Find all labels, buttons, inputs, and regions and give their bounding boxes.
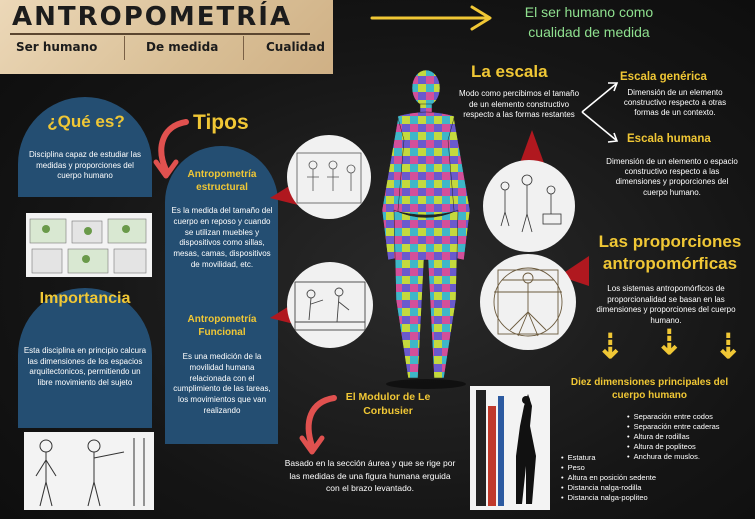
funcional-text: Es una medición de la movilidad humana relacionada con el cumplimiento de las tareas, los movimientos que van realizando [173, 352, 271, 415]
divider [243, 36, 244, 60]
arrow-down-icon: ⇣ [655, 324, 684, 362]
modulor-title: El Modulor de Le Corbusier [345, 391, 431, 417]
escala-text: Modo como percibimos el tamaño de un elemento constructivo respecto a las formas restantes [458, 89, 580, 119]
tipos-title: Tipos [193, 111, 249, 134]
modulor-text: Basado en la sección áurea y que se rige por las medidas de una figura humana erguida con el brazo levantado. [284, 458, 456, 493]
importancia-text: Esta disciplina en principio calcura las dimensiones de los espacios arquitectonicos, permitiendo un libre movimiento del sujeto [23, 346, 147, 387]
importancia-title: Importancia [39, 290, 131, 307]
subtitle-ser-humano: Ser humano [16, 40, 98, 54]
list-item: • Distancia nalga-rodilla [561, 483, 681, 493]
arrow-down-icon: ⇣ [714, 328, 743, 366]
list-item: • Peso [561, 463, 681, 473]
dimensiones-list-left [561, 453, 681, 503]
proporciones-title: Las proporciones antropomórficas [598, 232, 742, 273]
escala-humana-text: Dimensión de un elemento o espacio constructivo respecto a las dimensiones y proporciones del cuerpo humano. [606, 157, 738, 197]
list-item: • Altura de popliteos [627, 442, 751, 452]
proporciones-text: Los sistemas antropomórficos de proporcionalidad se basan en las dimensiones y proporciones del cuerpo humano. [596, 284, 736, 325]
estructural-title: Antropometría estructural [187, 169, 257, 193]
subtitle-cualidad: Cualidad [266, 40, 325, 54]
vitruvian-man-image [480, 254, 576, 350]
dimensiones-title: Diez dimensiones principales del cuerpo humano [570, 377, 729, 401]
que-es-text: Disciplina capaz de estudiar las medidas y proporciones del cuerpo humano [28, 150, 142, 180]
escala-humana-title: Escala humana [627, 133, 711, 145]
list-item: • Estatura [561, 453, 681, 463]
subtitle-de-medida: De medida [146, 40, 219, 54]
divider [124, 36, 125, 60]
arrow-right-icon [368, 4, 498, 32]
structural-measures-image [287, 135, 371, 219]
list-item: • Separación entre caderas [627, 422, 751, 432]
body-measure-diagram-image [24, 432, 154, 510]
escala-title: La escala [471, 62, 548, 81]
funcional-title: Antropometría Funcional [187, 314, 257, 338]
que-es-title: ¿Qué es? [47, 112, 125, 131]
functional-measures-image [287, 262, 373, 348]
list-item: • Anchura de muslos. [627, 452, 751, 462]
arrow-down-icon: ⇣ [596, 328, 625, 366]
title-underline [10, 33, 310, 35]
estructural-text: Es la medida del tamaño del cuerpo en reposo y cuando se utilizan muebles y dispositivos como sillas, mesas, camas, dispositivos de movilidad, etc. [171, 206, 273, 269]
escala-generica-text: Dimensión de un elemento constructivo respecto a otras formas de un contexto. [623, 88, 727, 117]
modulor-diagram-image [470, 386, 550, 510]
escala-generica-title: Escala genérica [620, 71, 707, 83]
list-item: • Distancia nalga-popliteo [561, 493, 681, 503]
list-item: • Separación entre codos [627, 412, 751, 422]
list-item: • Altura en posición sedente [561, 473, 681, 483]
scale-figures-image [483, 160, 575, 252]
intro-text: El ser humano como cualidad de medida [524, 4, 654, 40]
page-title: ANTROPOMETRÍA [12, 2, 293, 32]
furniture-diagram-image [26, 213, 152, 277]
list-item: • Altura de rodillas [627, 432, 751, 442]
